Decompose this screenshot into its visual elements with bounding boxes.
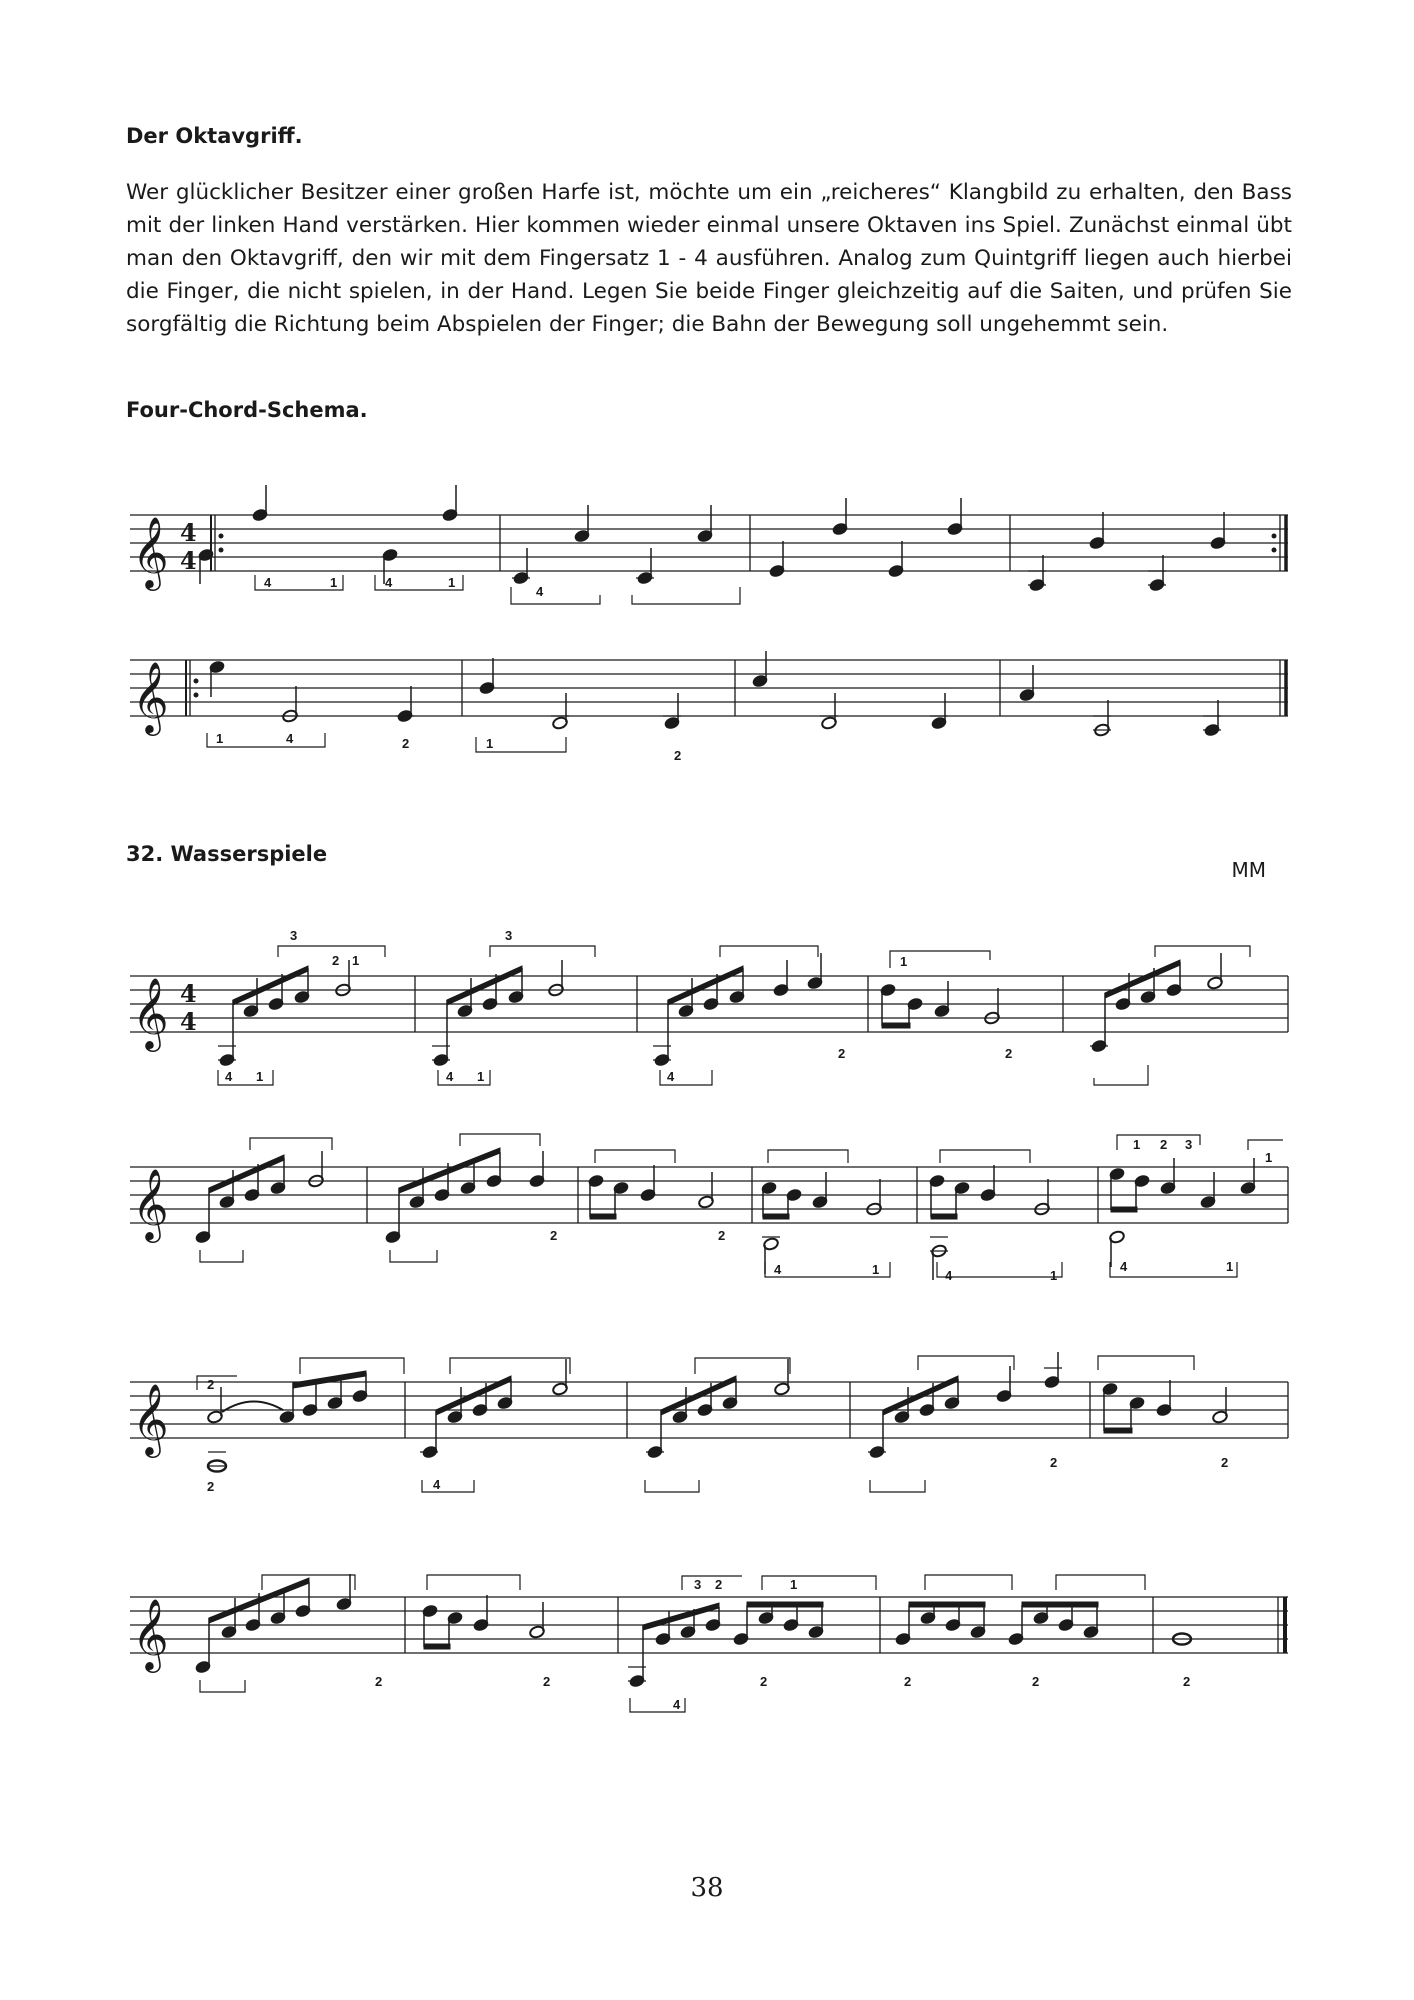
svg-text:2: 2 xyxy=(674,748,682,763)
fingering-brackets-wasserspiele-2 xyxy=(200,1134,1283,1277)
staff-system-1 xyxy=(130,515,1288,571)
svg-text:4: 4 xyxy=(774,1262,782,1277)
fingering-numbers-system-1 xyxy=(264,575,544,599)
svg-text:3: 3 xyxy=(290,928,298,943)
paragraph-line: sorgfältig die Richtung beim Abspielen der Finger; die Bahn der Bewegung soll ungehemmt sein. xyxy=(126,312,1169,337)
fingering-brackets-wasserspiele-1 xyxy=(218,946,1250,1085)
section-heading-four-chord-schema: Four-Chord-Schema. xyxy=(126,398,368,422)
treble-clef-icon: 𝄞 xyxy=(132,976,169,1049)
svg-text:2: 2 xyxy=(838,1046,846,1061)
svg-text:1: 1 xyxy=(477,1069,485,1084)
fingering-brackets-system-1 xyxy=(255,575,740,604)
notes-wasserspiele-2 xyxy=(195,1148,1257,1280)
svg-text:4: 4 xyxy=(264,575,272,590)
svg-text:1: 1 xyxy=(900,954,908,969)
fingering-numbers-wasserspiele-2 xyxy=(550,1137,1272,1283)
notes-wasserspiele-3 xyxy=(207,1352,1229,1472)
treble-clef-icon: 𝄞 xyxy=(132,660,169,733)
svg-text:2: 2 xyxy=(375,1674,383,1689)
time-signature: 4 xyxy=(180,546,197,575)
svg-text:1: 1 xyxy=(486,736,494,751)
svg-text:1: 1 xyxy=(872,1262,880,1277)
svg-text:4: 4 xyxy=(446,1069,454,1084)
svg-text:4: 4 xyxy=(1120,1259,1128,1274)
svg-text:2: 2 xyxy=(1160,1137,1168,1152)
paragraph-line: die Finger, die nicht spielen, in der Hand. Legen Sie beide Finger gleichzeitig auf die Saiten, und prüfen Sie xyxy=(126,279,1292,304)
treble-clef-icon: 𝄞 xyxy=(132,1382,169,1455)
time-signature: 4 xyxy=(180,979,197,1008)
svg-text:1: 1 xyxy=(1226,1259,1234,1274)
svg-text:2: 2 xyxy=(1050,1455,1058,1470)
svg-text:4: 4 xyxy=(945,1268,953,1283)
svg-text:3: 3 xyxy=(694,1577,702,1592)
svg-text:2: 2 xyxy=(1183,1674,1191,1689)
svg-text:1: 1 xyxy=(790,1577,798,1592)
notes-wasserspiele-4 xyxy=(195,1574,1191,1688)
svg-text:2: 2 xyxy=(1032,1674,1040,1689)
svg-text:4: 4 xyxy=(673,1697,681,1712)
fingering-brackets-wasserspiele-4 xyxy=(200,1575,1145,1712)
treble-clef-icon: 𝄞 xyxy=(132,515,169,588)
page-number: 38 xyxy=(690,1873,724,1903)
notes-wasserspiele-1 xyxy=(218,953,1223,1067)
svg-text:2: 2 xyxy=(1005,1046,1013,1061)
svg-text:2: 2 xyxy=(715,1577,723,1592)
piece-title: 32. Wasserspiele xyxy=(126,842,328,866)
svg-text:2: 2 xyxy=(543,1674,551,1689)
svg-text:1: 1 xyxy=(1265,1150,1273,1165)
svg-text:2: 2 xyxy=(402,736,410,751)
paragraph-line: man den Oktavgriff, den wir mit dem Fingersatz 1 - 4 ausführen. Analog zum Quintgriff liegen auch hierbei xyxy=(126,246,1292,271)
svg-text:2: 2 xyxy=(1221,1455,1229,1470)
svg-text:1: 1 xyxy=(330,575,338,590)
time-signature: 4 xyxy=(180,518,197,547)
svg-text:2: 2 xyxy=(207,1479,215,1494)
svg-text:4: 4 xyxy=(667,1069,675,1084)
paragraph-line: mit der linken Hand verstärken. Hier kommen wieder einmal unsere Oktaven ins Spiel. Zunächst einmal übt xyxy=(126,213,1292,238)
notes-system-2 xyxy=(209,651,1221,737)
svg-text:4: 4 xyxy=(536,584,544,599)
svg-text:1: 1 xyxy=(1133,1137,1141,1152)
section-heading-oktavgriff: Der Oktavgriff. xyxy=(126,124,303,148)
time-signature: 4 xyxy=(180,1007,197,1036)
svg-text:1: 1 xyxy=(216,731,224,746)
svg-text:4: 4 xyxy=(385,575,393,590)
treble-clef-icon: 𝄞 xyxy=(132,1167,169,1240)
paragraph-line: Wer glücklicher Besitzer einer großen Harfe ist, möchte um ein „reicheres“ Klangbild zu erhalten, den Bass xyxy=(126,180,1292,205)
svg-text:3: 3 xyxy=(505,928,513,943)
svg-text:3: 3 xyxy=(1185,1137,1193,1152)
svg-text:2: 2 xyxy=(760,1674,768,1689)
svg-text:1: 1 xyxy=(352,953,360,968)
svg-text:1: 1 xyxy=(256,1069,264,1084)
svg-text:1: 1 xyxy=(1050,1268,1058,1283)
svg-text:4: 4 xyxy=(286,731,294,746)
notes-system-1 xyxy=(198,485,1227,592)
svg-text:2: 2 xyxy=(550,1228,558,1243)
staff-system-2 xyxy=(130,660,1288,716)
svg-text:4: 4 xyxy=(433,1477,441,1492)
svg-text:4: 4 xyxy=(225,1069,233,1084)
treble-clef-icon: 𝄞 xyxy=(132,1597,169,1670)
svg-text:2: 2 xyxy=(332,953,340,968)
svg-text:2: 2 xyxy=(718,1228,726,1243)
svg-text:2: 2 xyxy=(207,1377,215,1392)
svg-text:1: 1 xyxy=(448,575,456,590)
fingering-brackets-system-2 xyxy=(207,733,566,752)
svg-text:2: 2 xyxy=(904,1674,912,1689)
composer-initials: MM xyxy=(1231,858,1266,882)
